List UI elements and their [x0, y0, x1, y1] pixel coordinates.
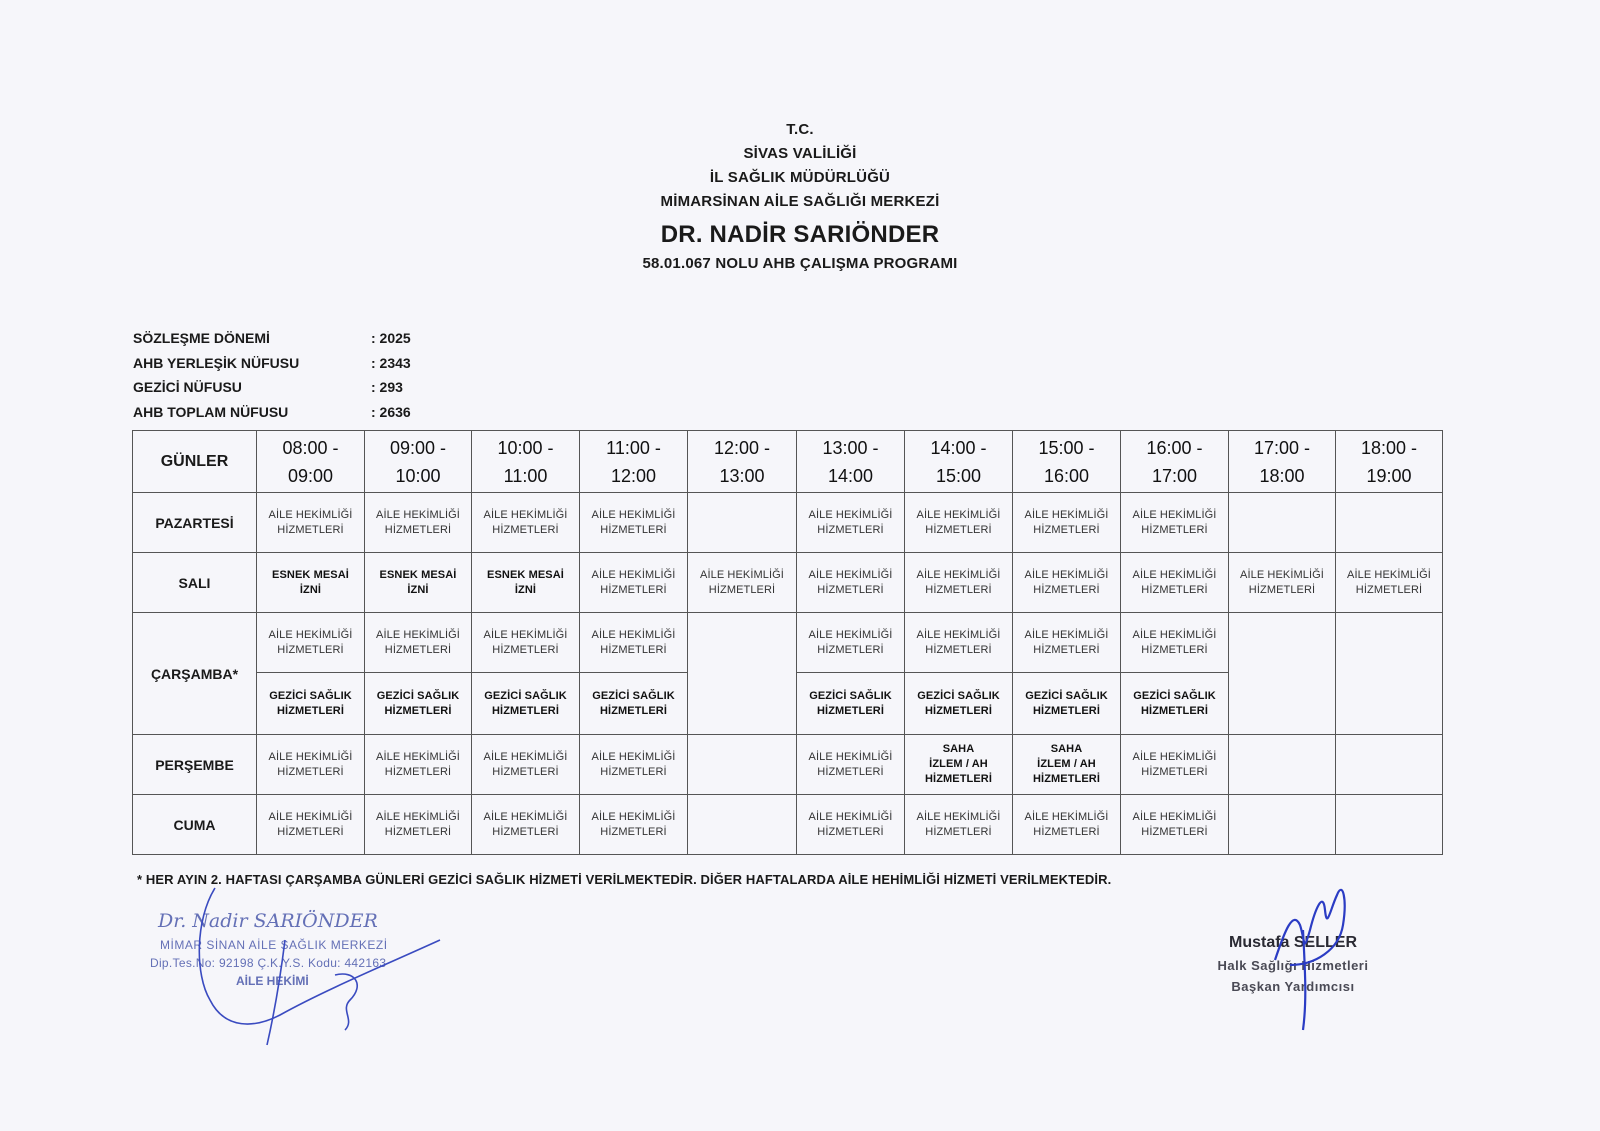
day-label: CUMA: [133, 795, 257, 855]
info-label: SÖZLEŞME DÖNEMİ: [133, 330, 270, 346]
schedule-cell: AİLE HEKİMLİĞİ HİZMETLERİ: [472, 735, 580, 795]
schedule-cell: GEZİCİ SAĞLIK HİZMETLERİ: [905, 673, 1013, 735]
schedule-cell: AİLE HEKİMLİĞİ HİZMETLERİ: [1121, 613, 1229, 673]
schedule-cell: AİLE HEKİMLİĞİ HİZMETLERİ: [257, 795, 365, 855]
schedule-cell: AİLE HEKİMLİĞİ HİZMETLERİ: [580, 553, 688, 613]
footnote: * HER AYIN 2. HAFTASI ÇARŞAMBA GÜNLERİ GEZİCİ SAĞLIK HİZMETİ VERİLMEKTEDİR. DİĞER HAFTALARDA AİLE HEHİMLİĞİ HİZMETİ VERİLMEKTEDİR.: [137, 872, 1112, 887]
empty-cell: [688, 613, 797, 735]
day-row-sali: [133, 553, 1443, 613]
header-tc: T.C.: [786, 121, 814, 138]
schedule-cell: GEZİCİ SAĞLIK HİZMETLERİ: [365, 673, 472, 735]
schedule-cell: AİLE HEKİMLİĞİ HİZMETLERİ: [472, 613, 580, 673]
deputy-name: Mustafa SELLER: [1228, 934, 1357, 951]
empty-cell: [688, 493, 797, 553]
schedule-cell: AİLE HEKİMLİĞİ HİZMETLERİ: [905, 795, 1013, 855]
info-value: : 2025: [371, 330, 411, 346]
day-label: SALI: [133, 553, 257, 613]
schedule-cell: AİLE HEKİMLİĞİ HİZMETLERİ: [797, 553, 905, 613]
schedule-cell: AİLE HEKİMLİĞİ HİZMETLERİ: [365, 795, 472, 855]
info-row: [133, 400, 411, 425]
info-label: AHB TOPLAM NÜFUSU: [133, 403, 289, 420]
schedule-cell: AİLE HEKİMLİĞİ HİZMETLERİ: [580, 735, 688, 795]
stamp-center-name: MİMAR SİNAN AİLE SAĞLIK MERKEZİ: [160, 938, 388, 952]
header-health-center: MİMARSİNAN AİLE SAĞLIĞI MERKEZİ: [660, 193, 940, 210]
time-slot-header: 08:00 - 09:00: [257, 431, 365, 493]
days-header: GÜNLER: [133, 431, 257, 493]
schedule-cell: GEZİCİ SAĞLIK HİZMETLERİ: [1121, 673, 1229, 735]
day-label: ÇARŞAMBA*: [133, 613, 257, 735]
contract-info: [133, 326, 411, 424]
schedule-cell: SAHA İZLEM / AH HİZMETLERİ: [905, 735, 1013, 795]
empty-cell: [688, 735, 797, 795]
schedule-cell: AİLE HEKİMLİĞİ HİZMETLERİ: [905, 613, 1013, 673]
schedule-cell: AİLE HEKİMLİĞİ HİZMETLERİ: [1229, 553, 1336, 613]
stamp-title: AİLE HEKİMİ: [236, 974, 309, 988]
deputy-stamp: [1188, 934, 1398, 994]
time-slot-header: 12:00 - 13:00: [688, 431, 797, 493]
schedule-cell: AİLE HEKİMLİĞİ HİZMETLERİ: [257, 493, 365, 553]
schedule-cell: AİLE HEKİMLİĞİ HİZMETLERİ: [1121, 493, 1229, 553]
schedule-cell: AİLE HEKİMLİĞİ HİZMETLERİ: [1121, 735, 1229, 795]
schedule-cell: AİLE HEKİMLİĞİ HİZMETLERİ: [797, 493, 905, 553]
empty-cell: [1229, 493, 1336, 553]
schedule-cell: AİLE HEKİMLİĞİ HİZMETLERİ: [365, 735, 472, 795]
schedule-cell: AİLE HEKİMLİĞİ HİZMETLERİ: [1336, 553, 1443, 613]
day-row-cuma: [133, 795, 1443, 855]
stamp-codes: Dip.Tes.No: 92198 Ç.K.Y.S. Kodu: 442163: [150, 956, 387, 970]
header-health-directorate: İL SAĞLIK MÜDÜRLÜĞÜ: [709, 169, 891, 186]
empty-cell: [688, 795, 797, 855]
program-title: 58.01.067 NOLU AHB ÇALIŞMA PROGRAMI: [642, 255, 958, 272]
schedule-cell: GEZİCİ SAĞLIK HİZMETLERİ: [797, 673, 905, 735]
schedule-cell: AİLE HEKİMLİĞİ HİZMETLERİ: [1013, 795, 1121, 855]
schedule-cell: AİLE HEKİMLİĞİ HİZMETLERİ: [1013, 613, 1121, 673]
schedule-cell: GEZİCİ SAĞLIK HİZMETLERİ: [580, 673, 688, 735]
time-slot-header: 14:00 - 15:00: [905, 431, 1013, 493]
schedule-cell: ESNEK MESAİ İZNİ: [472, 553, 580, 613]
stamp-doctor-name: Dr. Nadir SARIÖNDER: [158, 910, 378, 932]
info-value: : 293: [371, 379, 403, 395]
schedule-cell: AİLE HEKİMLİĞİ HİZMETLERİ: [797, 795, 905, 855]
schedule-cell: AİLE HEKİMLİĞİ HİZMETLERİ: [257, 613, 365, 673]
info-row: [133, 326, 411, 351]
empty-cell: [1229, 735, 1336, 795]
schedule-cell: AİLE HEKİMLİĞİ HİZMETLERİ: [580, 613, 688, 673]
schedule-cell: AİLE HEKİMLİĞİ HİZMETLERİ: [1121, 795, 1229, 855]
deputy-role-line2: Başkan Yardımcısı: [1231, 979, 1355, 994]
schedule-cell: ESNEK MESAİ İZNİ: [257, 553, 365, 613]
schedule-cell: AİLE HEKİMLİĞİ HİZMETLERİ: [688, 553, 797, 613]
schedule-cell: SAHA İZLEM / AH HİZMETLERİ: [1013, 735, 1121, 795]
document-header: [0, 118, 1600, 276]
info-label: AHB YERLEŞİK NÜFUSU: [133, 354, 300, 371]
empty-cell: [1336, 735, 1443, 795]
schedule-cell: AİLE HEKİMLİĞİ HİZMETLERİ: [905, 493, 1013, 553]
info-value: : 2343: [371, 354, 411, 371]
empty-cell: [1336, 613, 1443, 735]
header-row: [133, 431, 1443, 493]
day-row-persembe: [133, 735, 1443, 795]
deputy-role-line1: Halk Sağlığı Hizmetleri: [1217, 958, 1369, 973]
time-slot-header: 16:00 - 17:00: [1121, 431, 1229, 493]
schedule-cell: AİLE HEKİMLİĞİ HİZMETLERİ: [472, 493, 580, 553]
schedule-cell: AİLE HEKİMLİĞİ HİZMETLERİ: [580, 493, 688, 553]
info-label: GEZİCİ NÜFUSU: [133, 379, 242, 395]
day-label: PAZARTESİ: [133, 493, 257, 553]
schedule-cell: AİLE HEKİMLİĞİ HİZMETLERİ: [1121, 553, 1229, 613]
schedule-cell: AİLE HEKİMLİĞİ HİZMETLERİ: [1013, 493, 1121, 553]
time-slot-header: 13:00 - 14:00: [797, 431, 905, 493]
schedule-cell: GEZİCİ SAĞLIK HİZMETLERİ: [472, 673, 580, 735]
time-slot-header: 11:00 - 12:00: [580, 431, 688, 493]
empty-cell: [1336, 795, 1443, 855]
empty-cell: [1336, 493, 1443, 553]
schedule-cell: AİLE HEKİMLİĞİ HİZMETLERİ: [365, 613, 472, 673]
schedule-cell: AİLE HEKİMLİĞİ HİZMETLERİ: [905, 553, 1013, 613]
empty-cell: [1229, 613, 1336, 735]
info-row: [133, 351, 411, 376]
schedule-cell: AİLE HEKİMLİĞİ HİZMETLERİ: [472, 795, 580, 855]
time-slot-header: 15:00 - 16:00: [1013, 431, 1121, 493]
time-slot-header: 10:00 - 11:00: [472, 431, 580, 493]
schedule-cell: AİLE HEKİMLİĞİ HİZMETLERİ: [797, 613, 905, 673]
doctor-stamp: [150, 910, 388, 988]
schedule-cell: AİLE HEKİMLİĞİ HİZMETLERİ: [257, 735, 365, 795]
schedule-cell: AİLE HEKİMLİĞİ HİZMETLERİ: [1013, 553, 1121, 613]
empty-cell: [1229, 795, 1336, 855]
time-slot-header: 09:00 - 10:00: [365, 431, 472, 493]
day-label: PERŞEMBE: [133, 735, 257, 795]
header-governorship: SİVAS VALİLİĞİ: [743, 145, 857, 162]
day-row-carsamba: [133, 613, 1443, 673]
doctor-name: DR. NADİR SARIÖNDER: [660, 221, 940, 248]
info-row: [133, 375, 411, 400]
info-value: : 2636: [371, 403, 411, 420]
schedule-table: [132, 430, 1443, 855]
time-slot-header: 17:00 - 18:00: [1229, 431, 1336, 493]
schedule-cell: GEZİCİ SAĞLIK HİZMETLERİ: [1013, 673, 1121, 735]
schedule-cell: AİLE HEKİMLİĞİ HİZMETLERİ: [365, 493, 472, 553]
schedule-cell: AİLE HEKİMLİĞİ HİZMETLERİ: [580, 795, 688, 855]
time-slot-header: 18:00 - 19:00: [1336, 431, 1443, 493]
schedule-cell: AİLE HEKİMLİĞİ HİZMETLERİ: [797, 735, 905, 795]
schedule-cell: ESNEK MESAİ İZNİ: [365, 553, 472, 613]
day-row-pazartesi: [133, 493, 1443, 553]
schedule-cell: GEZİCİ SAĞLIK HİZMETLERİ: [257, 673, 365, 735]
